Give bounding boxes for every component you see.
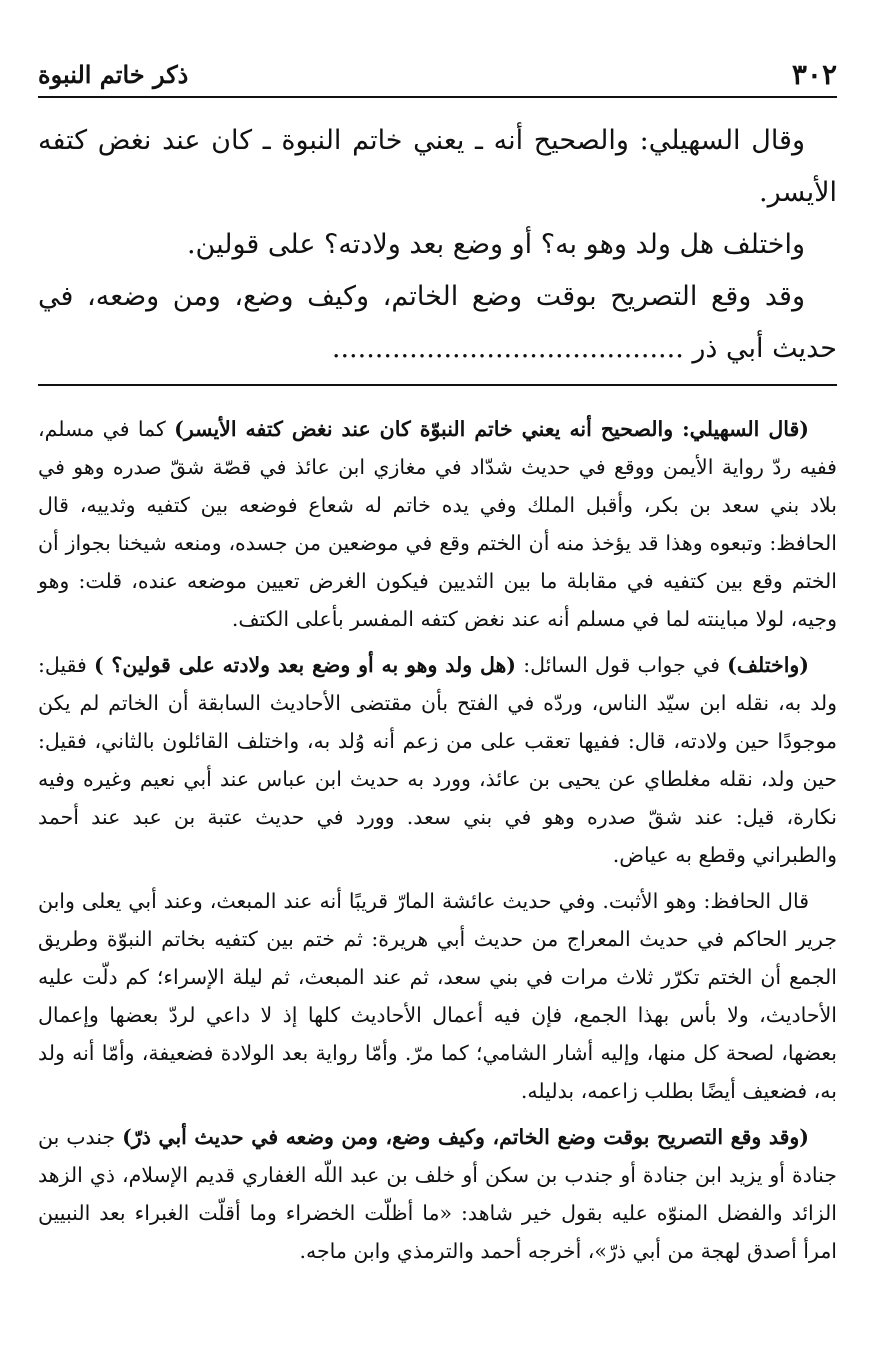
main-text-paragraph: وقد وقع التصريح بوقت وضع الخاتم، وكيف وضع، ومن وضعه، في حديث أبي ذر ......................................... — [38, 281, 837, 364]
main-text-paragraph: وقال السهيلي: والصحيح أنه ـ يعني خاتم النبوة ـ كان عند نغض كتفه الأيسر. — [38, 125, 837, 208]
main-text-paragraph: واختلف هل ولد وهو به؟ أو وضع بعد ولادته؟ على قولين. — [186, 229, 805, 260]
commentary-text: في جواب قول السائل: — [516, 653, 728, 677]
commentary-lemma: (واختلف) — [727, 653, 810, 677]
commentary-text: فقيل: ولد به، نقله ابن سيّد الناس، وردّه في الفتح بأن مقتضى الأحاديث السابقة أن الخاتم لم يكن موجودًا حين ولادته، قال: ففيها تعقب على من زعم أنه وُلد به، واختلف القائلون بالثاني، فقيل: حين ولد، نقله مغلطاي عن يحيى بن عائذ، وورد به حديث ابن عباس عند أبي نعيم وغيره وفيه نكارة، قيل: عند شقّ صدره وهو في بني سعد. وورد في حديث عتبة بن عبد عند أحمد والطبراني وقطع به عياض. — [38, 653, 837, 867]
commentary-paragraph — [38, 646, 837, 874]
commentary-lemma: (هل ولد وهو به أو وضع بعد ولادته على قولين؟ ) — [94, 653, 517, 677]
main-text — [38, 115, 837, 375]
commentary-paragraph — [38, 410, 837, 638]
commentary-text: قال الحافظ: وهو الأثبت. وفي حديث عائشة المارّ قريبًا أنه عند المبعث، وعند أبي يعلى وابن جرير الحاكم في حديث المعراج من حديث أبي هريرة: ثم ختم بين كتفيه بخاتم النبوّة وطريق الجمع أن الختم تكرّر ثلاث مرات في بني سعد، ثم عند المبعث، ثم ليلة الإسراء؛ كم دلّت عليه الأحاديث، ولا بأس بهذا الجمع، فإن فيه أعمال الأحاديث كلها إذ لا داعي لردّ بعضها وإعمال بعضها، لصحة كل منها، وإليه أشار الشامي؛ كما مرّ. وأمّا رواية بعد الولادة فضعيفة، وأمّا أنه ولد به، فضعيف أيضًا بطلب زاعمه، بدليله. — [38, 889, 837, 1103]
commentary — [38, 410, 837, 1278]
running-title: ذكر خاتم النبوة — [38, 59, 189, 89]
commentary-text: كما في مسلم، ففيه ردّ رواية الأيمن ووقع في حديث شدّاد في مغازي ابن عائذ في قصّة شقّ صدره وهو في بلاد بني سعد بن بكر، وأقبل الملك وفي يده خاتم له شعاع فوضعه بين كتفيه وثدييه، قال الحافظ: وتبعوه وهذا قد يؤخذ منه أن الختم وقع في موضعين من جسده، ومنعه شيخنا بجواز أن الختم وقع بين كتفيه في مقابلة ما بين الثديين فيكون الغرض تعيين موضعه عنده، قلت: وهو وجيه، لولا مباينته لما في مسلم أنه عند نغض كتفه المفسر بأعلى الكتف. — [38, 417, 837, 631]
page-header — [38, 52, 837, 98]
commentary-paragraph — [38, 882, 837, 1110]
commentary-text: جندب بن جنادة أو يزيد ابن جنادة أو جندب بن سكن أو خلف بن عبد اللّه الغفاري قديم الإسلام، ذي الزهد الزائد والفضل المنوّه عليه بقول خير شاهد: «ما أظلّت الخضراء وما أقلّت الغبراء بعد النبيين امرأ أصدق لهجة من أبي ذرّ»، أخرجه أحمد والترمذي وابن ماجه. — [38, 1125, 837, 1263]
commentary-lemma: (قال السهيلي: والصحيح أنه يعني خاتم النبوّة كان عند نغض كتفه الأيسر) — [174, 417, 810, 441]
separator-rule — [38, 384, 837, 386]
page-number: ٣٠٢ — [791, 57, 837, 91]
commentary-lemma: (وقد وقع التصريح بوقت وضع الخاتم، وكيف وضع، ومن وضعه في حديث أبي ذرّ) — [122, 1125, 810, 1149]
commentary-paragraph — [38, 1118, 837, 1270]
